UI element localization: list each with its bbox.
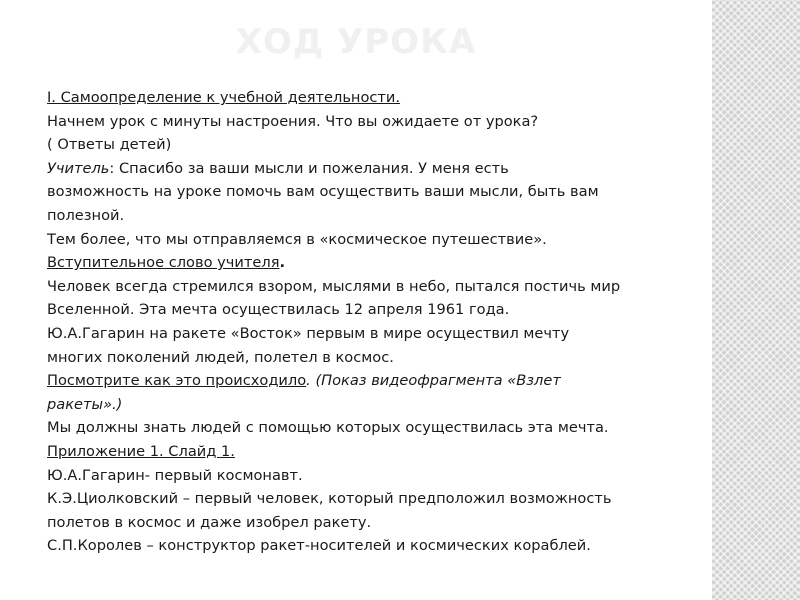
decorative-side-band bbox=[712, 0, 800, 600]
text-line: Человек всегда стремился взором, мыслями в небо, пытался постичь мир bbox=[47, 277, 621, 295]
text-line: полетов в космос и даже изобрел ракету. bbox=[47, 513, 372, 531]
text-line: Ю.А.Гагарин на ракете «Восток» первым в мире осуществил мечту bbox=[47, 324, 570, 342]
text-line: Мы должны знать людей с помощью которых осуществилась эта мечта. bbox=[47, 419, 609, 437]
video-link-text: Посмотрите как это происходило bbox=[47, 372, 307, 390]
slide-title: ХОД УРОКА bbox=[235, 22, 477, 62]
section-heading: I. Самоопределение к учебной деятельности. bbox=[47, 89, 401, 106]
intro-heading: Вступительное слово учителя bbox=[47, 254, 280, 272]
text-line: ракеты».) bbox=[47, 395, 123, 413]
text-line: полезной. bbox=[47, 206, 125, 224]
text-line bbox=[47, 251, 687, 275]
text-line bbox=[47, 157, 687, 181]
text-line bbox=[47, 369, 687, 393]
text-line: К.Э.Циолковский – первый человек, который предположил возможность bbox=[47, 490, 612, 508]
text-line: ( Ответы детей) bbox=[47, 136, 172, 154]
intro-heading-dot: . bbox=[279, 254, 286, 272]
text-line: Ю.А.Гагарин- первый космонавт. bbox=[47, 466, 303, 484]
text-line: Вселенной. Эта мечта осуществилась 12 апреля 1961 года. bbox=[47, 301, 510, 319]
text-line: многих поколений людей, полетел в космос. bbox=[47, 348, 394, 366]
text-line: Тем более, что мы отправляемся в «космическое путешествие». bbox=[47, 230, 547, 248]
text-line: возможность на уроке помочь вам осуществить ваши мысли, быть вам bbox=[47, 183, 599, 201]
appendix-heading: Приложение 1. Слайд 1. bbox=[47, 442, 235, 460]
text-line: С.П.Королев – конструктор ракет-носителей и космических кораблей. bbox=[47, 537, 591, 555]
text-line: Начнем урок с минуты настроения. Что вы ожидаете от урока? bbox=[47, 112, 539, 130]
video-note: . (Показ видеофрагмента «Взлет bbox=[306, 372, 561, 390]
teacher-speech: : Спасибо за ваши мысли и пожелания. У меня есть bbox=[109, 159, 509, 177]
teacher-label: Учитель bbox=[47, 159, 110, 177]
lesson-text bbox=[47, 86, 687, 558]
